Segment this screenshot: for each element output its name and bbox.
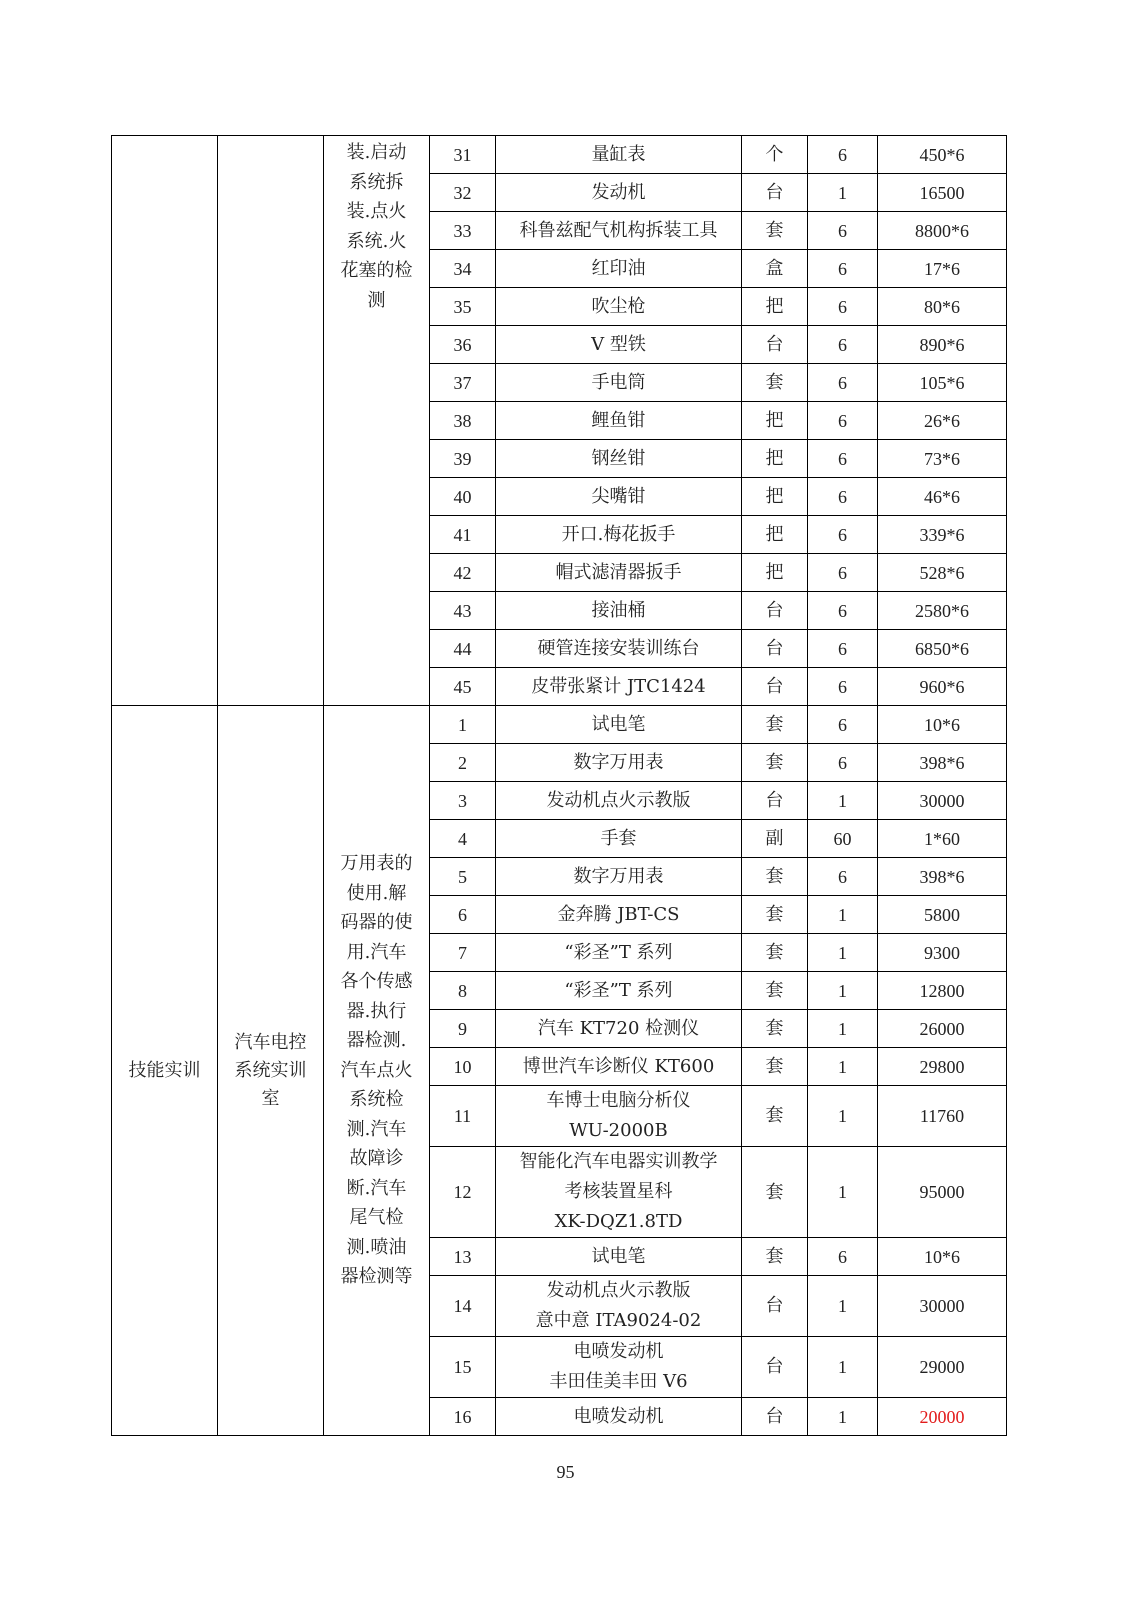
item-name xyxy=(496,288,742,326)
item-price: 73*6 xyxy=(878,440,1007,478)
item-number: 31 xyxy=(430,136,496,174)
item-unit: 把 xyxy=(742,288,808,326)
item-unit: 台 xyxy=(742,1276,808,1337)
item-unit: 台 xyxy=(742,592,808,630)
item-quantity: 6 xyxy=(808,630,878,668)
room-cell-line: 系统实训 xyxy=(234,1059,307,1081)
item-unit: 套 xyxy=(742,364,808,402)
item-name xyxy=(496,934,742,972)
item-price: 11760 xyxy=(878,1086,1007,1147)
description-cell-line: 使用.解 xyxy=(346,882,407,904)
item-number: 37 xyxy=(430,364,496,402)
description-cell-line: 断.汽车 xyxy=(346,1177,407,1199)
item-price: 10*6 xyxy=(878,706,1007,744)
description-cell-line: 码器的使 xyxy=(340,912,413,934)
room-cell xyxy=(218,706,324,1436)
item-number: 15 xyxy=(430,1337,496,1398)
item-unit: 套 xyxy=(742,1086,808,1147)
item-name xyxy=(496,1010,742,1048)
description-cell-line: 用.汽车 xyxy=(346,941,407,963)
item-name-line: 科鲁兹配气机构拆装工具 xyxy=(519,219,718,241)
item-name xyxy=(496,1147,742,1238)
description-cell-line: 各个传感 xyxy=(340,971,413,993)
item-number: 9 xyxy=(430,1010,496,1048)
item-quantity: 6 xyxy=(808,402,878,440)
item-name xyxy=(496,896,742,934)
item-unit: 台 xyxy=(742,668,808,706)
item-name xyxy=(496,212,742,250)
item-number: 2 xyxy=(430,744,496,782)
item-quantity: 1 xyxy=(808,934,878,972)
category-cell: 技能实训 xyxy=(112,706,218,1436)
item-name xyxy=(496,858,742,896)
item-quantity: 6 xyxy=(808,478,878,516)
item-unit: 台 xyxy=(742,782,808,820)
item-quantity: 1 xyxy=(808,174,878,212)
item-price: 9300 xyxy=(878,934,1007,972)
item-name xyxy=(496,174,742,212)
table-row xyxy=(112,136,1007,174)
description-cell xyxy=(324,706,430,1436)
item-price: 105*6 xyxy=(878,364,1007,402)
item-unit: 台 xyxy=(742,630,808,668)
item-quantity: 6 xyxy=(808,136,878,174)
item-name-line: 红印油 xyxy=(591,257,646,279)
item-number: 41 xyxy=(430,516,496,554)
item-name xyxy=(496,554,742,592)
item-name xyxy=(496,516,742,554)
item-number: 43 xyxy=(430,592,496,630)
item-unit: 套 xyxy=(742,934,808,972)
item-price: 46*6 xyxy=(878,478,1007,516)
item-name xyxy=(496,820,742,858)
item-price: 8800*6 xyxy=(878,212,1007,250)
description-cell-line: 汽车点火 xyxy=(340,1059,413,1081)
item-name-line: 博世汽车诊断仪 KT600 xyxy=(522,1055,715,1077)
item-name-line: WU-2000B xyxy=(569,1120,668,1141)
item-unit: 把 xyxy=(742,478,808,516)
item-quantity: 1 xyxy=(808,1048,878,1086)
item-quantity: 1 xyxy=(808,972,878,1010)
room-cell-line: 汽车电控 xyxy=(234,1031,307,1053)
item-price: 80*6 xyxy=(878,288,1007,326)
item-name xyxy=(496,1337,742,1398)
item-name-line: 意中意 ITA9024-02 xyxy=(535,1310,702,1331)
item-price: 12800 xyxy=(878,972,1007,1010)
description-cell-line: 故障诊 xyxy=(349,1148,404,1170)
item-number: 13 xyxy=(430,1238,496,1276)
item-name-line: XK-DQZ1.8TD xyxy=(554,1211,683,1232)
item-name-line: 硬管连接安装训练台 xyxy=(537,637,700,659)
description-cell-line: 测.汽车 xyxy=(346,1118,407,1140)
item-quantity: 1 xyxy=(808,1276,878,1337)
item-number: 44 xyxy=(430,630,496,668)
item-number: 5 xyxy=(430,858,496,896)
item-unit: 套 xyxy=(742,212,808,250)
item-quantity: 1 xyxy=(808,1147,878,1238)
item-price: 5800 xyxy=(878,896,1007,934)
item-unit: 台 xyxy=(742,174,808,212)
item-price: 339*6 xyxy=(878,516,1007,554)
item-price: 95000 xyxy=(878,1147,1007,1238)
item-price: 398*6 xyxy=(878,744,1007,782)
item-unit: 套 xyxy=(742,1010,808,1048)
item-price: 2580*6 xyxy=(878,592,1007,630)
item-name xyxy=(496,1048,742,1086)
item-name-line: 鲤鱼钳 xyxy=(591,409,646,431)
item-price: 30000 xyxy=(878,1276,1007,1337)
item-name xyxy=(496,668,742,706)
item-name xyxy=(496,592,742,630)
item-name-line: 考核装置星科 xyxy=(564,1181,673,1202)
item-price: 16500 xyxy=(878,174,1007,212)
item-name xyxy=(496,1398,742,1436)
item-name xyxy=(496,402,742,440)
item-number: 1 xyxy=(430,706,496,744)
item-unit: 套 xyxy=(742,972,808,1010)
item-name-line: 智能化汽车电器实训教学 xyxy=(519,1151,718,1172)
item-quantity: 1 xyxy=(808,782,878,820)
item-number: 45 xyxy=(430,668,496,706)
item-price: 398*6 xyxy=(878,858,1007,896)
item-name-line: 试电笔 xyxy=(591,1245,646,1267)
item-number: 39 xyxy=(430,440,496,478)
item-quantity: 6 xyxy=(808,326,878,364)
item-unit: 把 xyxy=(742,554,808,592)
description-cell-line: 器检测等 xyxy=(340,1266,413,1288)
item-unit: 台 xyxy=(742,1337,808,1398)
item-number: 3 xyxy=(430,782,496,820)
item-unit: 把 xyxy=(742,440,808,478)
item-name xyxy=(496,1276,742,1337)
item-name xyxy=(496,364,742,402)
item-unit: 套 xyxy=(742,1238,808,1276)
item-unit: 套 xyxy=(742,858,808,896)
description-cell-line: 器检测. xyxy=(346,1030,407,1052)
item-unit: 台 xyxy=(742,1398,808,1436)
description-cell-line: 测 xyxy=(367,289,386,311)
item-unit: 把 xyxy=(742,516,808,554)
item-number: 36 xyxy=(430,326,496,364)
item-quantity: 6 xyxy=(808,250,878,288)
description-cell-line: 花塞的检 xyxy=(340,260,413,281)
item-unit: 套 xyxy=(742,1048,808,1086)
item-price: 890*6 xyxy=(878,326,1007,364)
item-unit: 个 xyxy=(742,136,808,174)
item-name xyxy=(496,440,742,478)
item-name-line: “彩圣”T 系列 xyxy=(564,941,673,963)
item-name xyxy=(496,1238,742,1276)
item-name-line: 试电笔 xyxy=(591,713,646,735)
item-quantity: 6 xyxy=(808,744,878,782)
item-quantity: 6 xyxy=(808,858,878,896)
item-quantity: 1 xyxy=(808,1398,878,1436)
item-name-line: 数字万用表 xyxy=(573,865,664,887)
item-price: 450*6 xyxy=(878,136,1007,174)
description-cell-line: 装.启动 xyxy=(346,142,407,163)
item-price: 26*6 xyxy=(878,402,1007,440)
description-cell-line: 系统检 xyxy=(349,1089,404,1111)
item-price: 528*6 xyxy=(878,554,1007,592)
item-name xyxy=(496,706,742,744)
item-quantity: 60 xyxy=(808,820,878,858)
item-name-line: 金奔腾 JBT-CS xyxy=(557,903,680,925)
item-price: 29800 xyxy=(878,1048,1007,1086)
item-number: 16 xyxy=(430,1398,496,1436)
item-number: 7 xyxy=(430,934,496,972)
item-name-line: 电喷发动机 xyxy=(573,1341,664,1362)
item-quantity: 6 xyxy=(808,706,878,744)
item-name xyxy=(496,744,742,782)
item-quantity: 1 xyxy=(808,1086,878,1147)
item-name-line: “彩圣”T 系列 xyxy=(564,979,673,1001)
item-name-line: 钢丝钳 xyxy=(591,447,646,469)
item-name xyxy=(496,782,742,820)
item-number: 34 xyxy=(430,250,496,288)
description-cell-line: 测.喷油 xyxy=(346,1236,407,1258)
item-quantity: 6 xyxy=(808,440,878,478)
item-name-line: 汽车 KT720 检测仪 xyxy=(537,1017,700,1039)
item-price: 30000 xyxy=(878,782,1007,820)
item-name-line: 尖嘴钳 xyxy=(591,485,646,507)
item-name-line: 开口.梅花扳手 xyxy=(561,523,676,545)
item-quantity: 6 xyxy=(808,554,878,592)
item-name xyxy=(496,250,742,288)
item-name xyxy=(496,136,742,174)
category-cell xyxy=(112,136,218,706)
item-name-line: 皮带张紧计 JTC1424 xyxy=(531,675,706,697)
item-unit: 套 xyxy=(742,744,808,782)
item-name-line: 电喷发动机 xyxy=(573,1405,664,1427)
item-unit: 套 xyxy=(742,706,808,744)
item-name-line: V 型铁 xyxy=(591,333,646,355)
description-cell-line: 万用表的 xyxy=(340,853,413,875)
item-name-line: 接油桶 xyxy=(591,599,646,621)
item-name xyxy=(496,972,742,1010)
item-name xyxy=(496,326,742,364)
description-cell xyxy=(324,136,430,706)
item-number: 14 xyxy=(430,1276,496,1337)
item-name-line: 手电筒 xyxy=(591,371,646,393)
item-number: 38 xyxy=(430,402,496,440)
equipment-table xyxy=(111,135,1007,1436)
item-price: 960*6 xyxy=(878,668,1007,706)
item-number: 35 xyxy=(430,288,496,326)
item-number: 12 xyxy=(430,1147,496,1238)
item-number: 40 xyxy=(430,478,496,516)
description-cell-line: 装.点火 xyxy=(346,201,407,222)
item-name-line: 手套 xyxy=(600,827,637,849)
item-name-line: 帽式滤清器扳手 xyxy=(555,561,682,583)
item-name-line: 发动机点火示教版 xyxy=(546,1280,691,1301)
item-quantity: 6 xyxy=(808,592,878,630)
description-cell-line: 器.执行 xyxy=(346,1000,407,1022)
room-cell-line: 室 xyxy=(261,1087,280,1109)
item-quantity: 6 xyxy=(808,212,878,250)
item-unit: 台 xyxy=(742,326,808,364)
item-number: 6 xyxy=(430,896,496,934)
item-unit: 副 xyxy=(742,820,808,858)
table-row xyxy=(112,706,1007,744)
description-cell-line: 尾气检 xyxy=(349,1207,404,1229)
item-number: 4 xyxy=(430,820,496,858)
item-price: 6850*6 xyxy=(878,630,1007,668)
description-cell-line: 系统.火 xyxy=(346,230,407,252)
item-number: 33 xyxy=(430,212,496,250)
item-name xyxy=(496,630,742,668)
item-price: 29000 xyxy=(878,1337,1007,1398)
item-price: 1*60 xyxy=(878,820,1007,858)
item-quantity: 1 xyxy=(808,1010,878,1048)
item-quantity: 6 xyxy=(808,668,878,706)
item-number: 32 xyxy=(430,174,496,212)
item-quantity: 6 xyxy=(808,288,878,326)
item-number: 10 xyxy=(430,1048,496,1086)
item-name xyxy=(496,1086,742,1147)
item-name-line: 量缸表 xyxy=(591,143,646,165)
item-unit: 盒 xyxy=(742,250,808,288)
item-quantity: 1 xyxy=(808,896,878,934)
item-unit: 套 xyxy=(742,1147,808,1238)
item-name-line: 发动机 xyxy=(591,181,646,203)
item-quantity: 6 xyxy=(808,516,878,554)
item-name-line: 丰田佳美丰田 V6 xyxy=(549,1371,688,1392)
item-quantity: 6 xyxy=(808,364,878,402)
item-number: 42 xyxy=(430,554,496,592)
item-number: 8 xyxy=(430,972,496,1010)
item-name-line: 吹尘枪 xyxy=(591,295,646,317)
page-number: 95 xyxy=(556,1462,575,1482)
description-cell-line: 系统拆 xyxy=(349,171,404,193)
item-price: 26000 xyxy=(878,1010,1007,1048)
item-name-line: 发动机点火示教版 xyxy=(546,789,691,811)
item-number: 11 xyxy=(430,1086,496,1147)
item-name xyxy=(496,478,742,516)
item-quantity: 1 xyxy=(808,1337,878,1398)
room-cell xyxy=(218,136,324,706)
item-price: 20000 xyxy=(878,1398,1007,1436)
item-quantity: 6 xyxy=(808,1238,878,1276)
item-unit: 套 xyxy=(742,896,808,934)
item-name-line: 数字万用表 xyxy=(573,751,664,773)
item-unit: 把 xyxy=(742,402,808,440)
item-name-line: 车博士电脑分析仪 xyxy=(546,1090,691,1111)
item-price: 10*6 xyxy=(878,1238,1007,1276)
item-price: 17*6 xyxy=(878,250,1007,288)
